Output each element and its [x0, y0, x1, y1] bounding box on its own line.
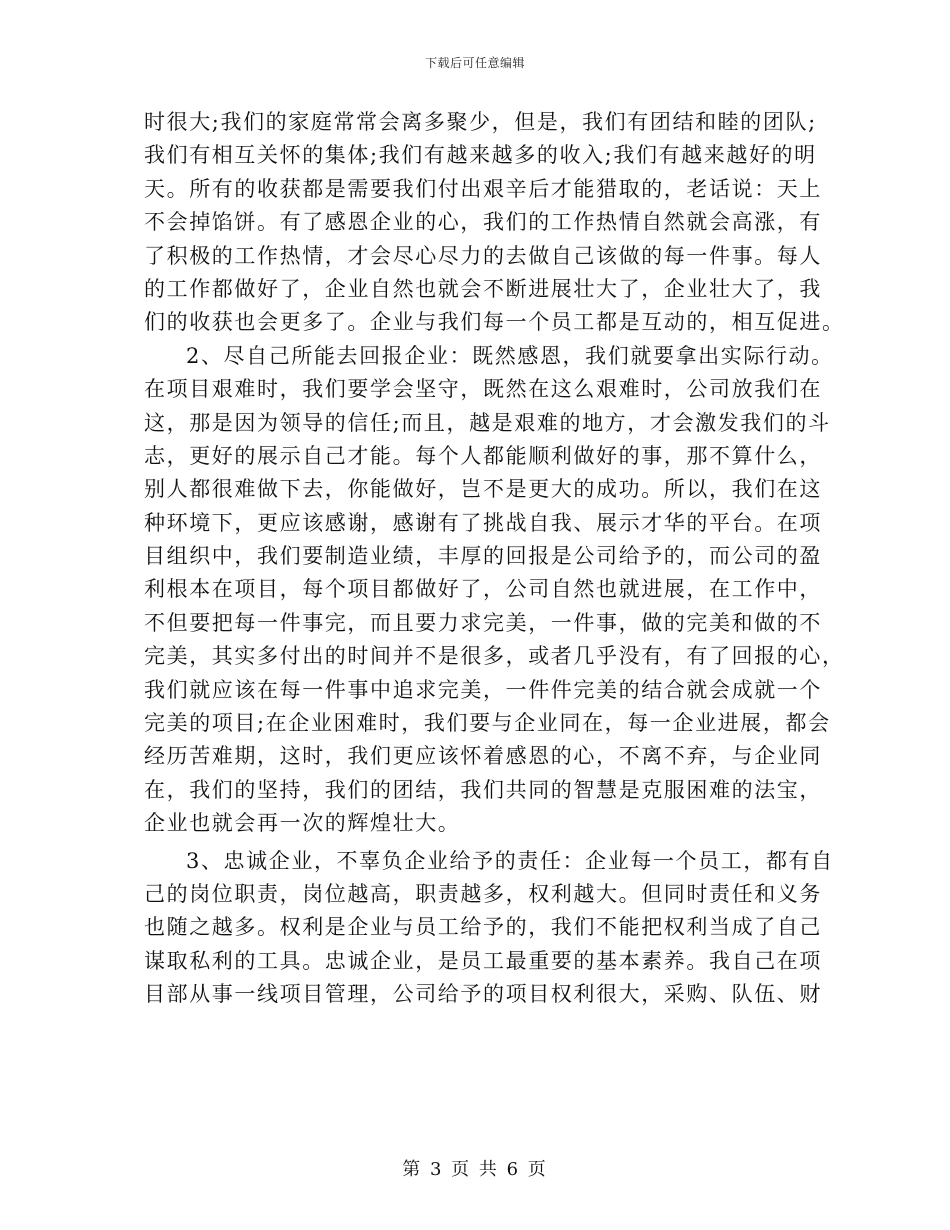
text-line: 谋取私利的工具。忠诚企业，是员工最重要的基本素养。我自己在项	[144, 948, 822, 973]
text-line: 企业也就会再一次的辉煌壮大。	[144, 811, 461, 836]
text-line: 经历苦难期，这时，我们更应该怀着感恩的心，不离不弃，与企业同	[144, 744, 822, 769]
text-line: 也随之越多。权利是企业与员工给予的，我们不能把权利当成了自己	[144, 915, 822, 940]
text-line: 我们就应该在每一件事中追求完美，一件件完美的结合就会成就一个	[144, 677, 822, 702]
text-line: 在项目艰难时，我们要学会坚守，既然在这么艰难时，公司放我们在	[144, 377, 822, 402]
page-number-footer: 第 3 页 共 6 页	[402, 1159, 548, 1180]
text-line: 不但要把每一件事完，而且要力求完美，一件事，做的完美和做的不	[144, 610, 822, 635]
body-text	[144, 106, 845, 1012]
text-line: 天。所有的收获都是需要我们付出艰辛后才能猎取的，老话说：天上	[144, 176, 822, 201]
text-line: 利根本在项目，每个项目都做好了，公司自然也就进展，在工作中，	[144, 577, 822, 602]
text-line: 完美的项目;在企业困难时，我们要与企业同在，每一企业进展，都会	[144, 711, 831, 736]
text-line: 目部从事一线项目管理，公司给予的项目权利很大，采购、队伍、财	[144, 982, 822, 1007]
text-line: 们的收获也会更多了。企业与我们每一个员工都是互动的，相互促进。	[144, 310, 845, 335]
text-line: 别人都很难做下去，你能做好，岂不是更大的成功。所以，我们在这	[144, 477, 822, 502]
text-line: 己的岗位职责，岗位越高，职责越多，权利越大。但同时责任和义务	[144, 881, 822, 906]
text-line: 种环境下，更应该感谢，感谢有了挑战自我、展示才华的平台。在项	[144, 510, 822, 535]
text-line: 志，更好的展示自己才能。每个人都能顺利做好的事，那不算什么，	[144, 443, 822, 468]
paragraph-2-first-line: 2、尽自己所能去回报企业：既然感恩，我们就要拿出实际行动。	[186, 343, 834, 368]
text-line: 我们有相互关怀的集体;我们有越来越多的收入;我们有越来越好的明	[144, 143, 817, 168]
text-line: 了积极的工作热情，才会尽心尽力的去做自己该做的每一件事。每人	[144, 243, 822, 268]
paragraph-3-first-line: 3、忠诚企业，不辜负企业给予的责任：企业每一个员工，都有自	[186, 848, 834, 873]
text-line: 这，那是因为领导的信任;而且，越是艰难的地方，才会激发我们的斗	[144, 410, 831, 435]
text-line: 在，我们的坚持，我们的团结，我们共同的智慧是克服困难的法宝，	[144, 777, 822, 802]
text-line: 的工作都做好了，企业自然也就会不断进展壮大了，企业壮大了，我	[144, 276, 822, 301]
page-header: 下载后可任意编辑	[424, 56, 525, 70]
text-line: 时很大;我们的家庭常常会离多聚少，但是，我们有团结和睦的团队;	[144, 110, 817, 134]
text-line: 完美，其实多付出的时间并不是很多，或者几乎没有，有了回报的心，	[144, 644, 845, 669]
text-line: 不会掉馅饼。有了感恩企业的心，我们的工作热情自然就会高涨，有	[144, 210, 822, 235]
text-line: 目组织中，我们要制造业绩，丰厚的回报是公司给予的，而公司的盈	[144, 544, 822, 569]
